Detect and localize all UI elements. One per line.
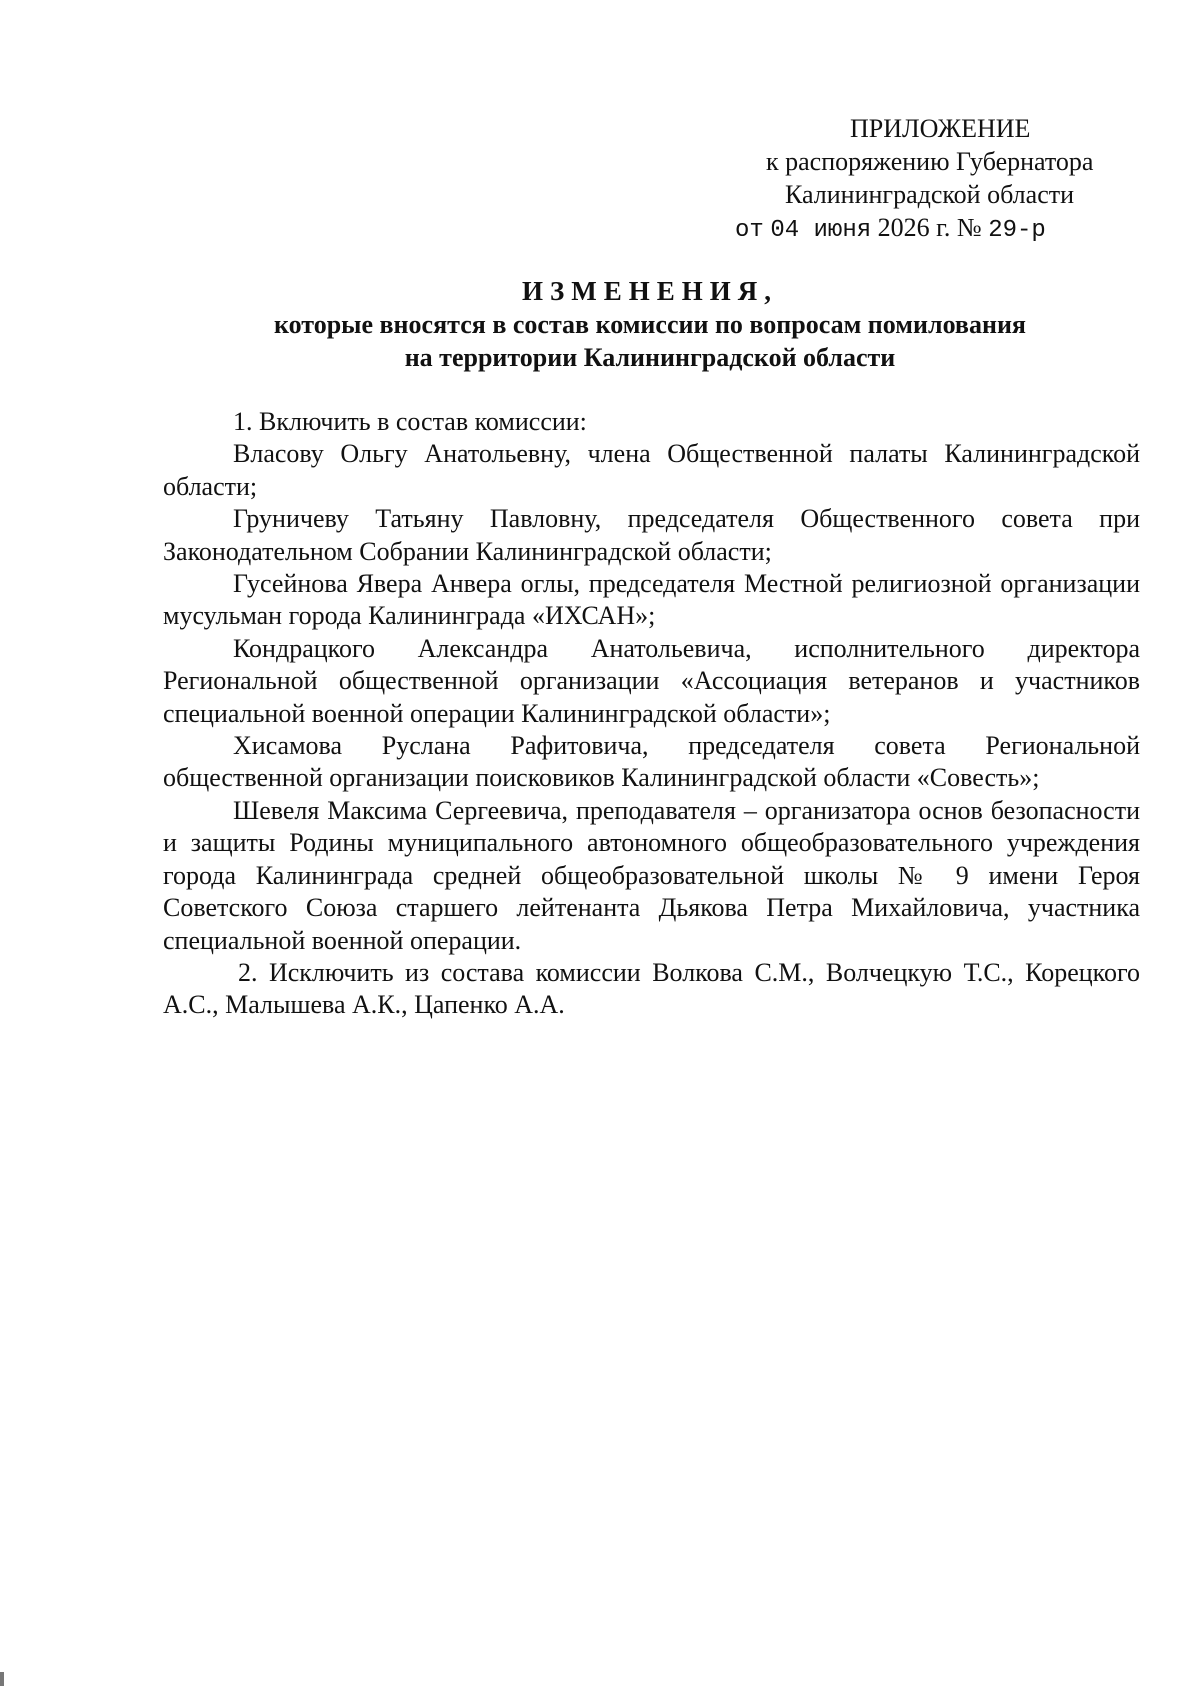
document-title: ИЗМЕНЕНИЯ, xyxy=(521,276,778,306)
order-number: 29-р xyxy=(988,217,1046,244)
member-entry: Власову Ольгу Анатольевну, члена Общественной палаты Калининградской области; xyxy=(163,439,1140,501)
document-header xyxy=(160,275,1140,374)
item-1-intro: 1. Включить в состав комиссии: xyxy=(233,407,587,436)
appendix-region: Калининградской области xyxy=(785,180,1075,209)
date-year: 2026 xyxy=(877,213,930,242)
member-entry: Гусейнова Явера Анвера оглы, председателя Местной религиозной организации мусульман города Калининграда «ИХСАН»; xyxy=(163,569,1140,631)
date-day: 04 июня xyxy=(770,217,872,244)
document-subtitle-line-2: на территории Калининградской области xyxy=(404,343,896,372)
appendix-heading: ПРИЛОЖЕНИЕ xyxy=(850,114,1031,143)
date-year-suffix: г. № xyxy=(936,213,982,242)
member-entry: Груничеву Татьяну Павловну, председателя Общественного совета при Законодательном Собрании Калининградской области; xyxy=(163,504,1140,566)
item-2-exclusions: 2. Исключить из состава комиссии Волкова С.М., Волчецкую Т.С., Корецкого А.С., Малышева А.К., Цапенко А.А. xyxy=(163,957,1140,1020)
appendix-reference: к распоряжению Губернатора xyxy=(766,147,1094,176)
appendix-date-line xyxy=(700,211,1140,247)
date-prefix: от xyxy=(735,217,764,244)
appendix-block xyxy=(700,112,1140,247)
member-entry: Хисамова Руслана Рафитовича, председателя совета Региональной общественной организации поисковиков Калининградской области «Совесть»; xyxy=(163,731,1140,793)
scan-edge-mark xyxy=(0,1672,4,1686)
document-body xyxy=(163,406,1140,1022)
document-subtitle-line-1: которые вносятся в состав комиссии по вопросам помилования xyxy=(273,310,1026,339)
member-entry: Кондрацкого Александра Анатольевича, исполнительного директора Региональной общественной организации «Ассоциация ветеранов и участников специальной военной операции Калининградской области»; xyxy=(163,633,1140,728)
member-entry: Шевеля Максима Сергеевича, преподавателя – организатора основ безопасности и защиты Родины муниципального автономного общеобразовательного учреждения города Калининграда средней общеобразовательной школы № 9 имени Героя Советского Союза старшего лейтенанта Дьякова Петра Михайловича, участника специальной военной операции. xyxy=(163,795,1140,955)
